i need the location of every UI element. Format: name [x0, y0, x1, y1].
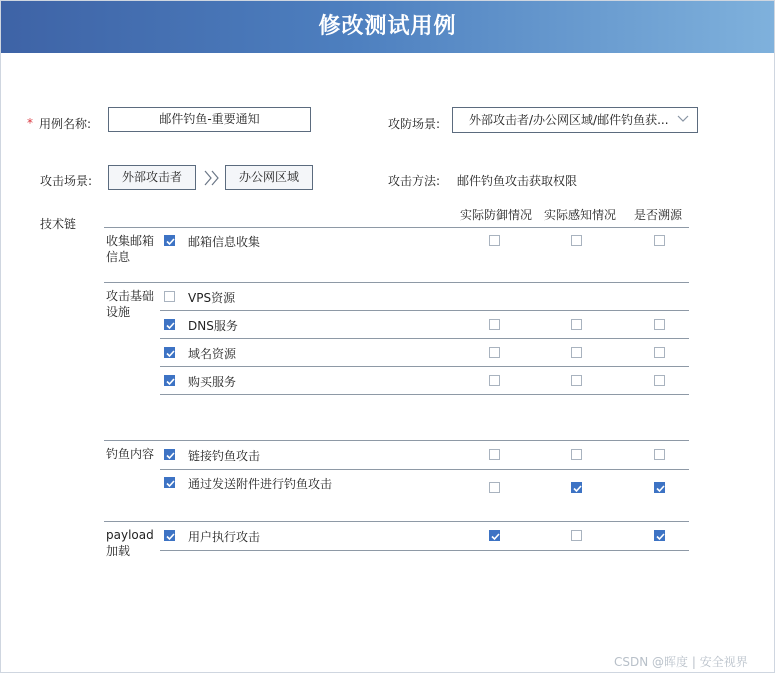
defense-checkbox[interactable] — [489, 449, 500, 460]
detection-checkbox[interactable] — [571, 375, 582, 386]
item-label: 链接钓鱼攻击 — [188, 449, 261, 463]
item-label: DNS服务 — [188, 319, 238, 333]
group-label-phishing-content: 钓鱼内容 — [106, 447, 155, 461]
separator — [160, 550, 689, 551]
defense-checkbox[interactable] — [489, 347, 500, 358]
chevron-down-icon — [677, 115, 689, 123]
detection-checkbox[interactable] — [571, 235, 582, 246]
item-checkbox[interactable] — [164, 477, 175, 488]
col-head-detection: 实际感知情况 — [544, 208, 617, 222]
attack-scene-to-chip[interactable]: 办公网区域 — [225, 165, 313, 190]
item-label: 邮箱信息收集 — [188, 235, 261, 249]
double-chevron-right-icon — [203, 170, 221, 186]
item-label: VPS资源 — [188, 291, 236, 305]
separator — [160, 394, 689, 395]
required-mark: * — [27, 116, 33, 130]
defense-checkbox[interactable] — [489, 319, 500, 330]
attack-scene-from-chip[interactable]: 外部攻击者 — [108, 165, 196, 190]
trace-checkbox[interactable] — [654, 375, 665, 386]
item-checkbox[interactable] — [164, 235, 175, 246]
attack-method-value: 邮件钓鱼攻击获取权限 — [457, 174, 578, 188]
item-label: 通过发送附件进行钓鱼攻击 — [188, 477, 333, 491]
case-name-input[interactable]: 邮件钓鱼-重要通知 — [108, 107, 311, 132]
separator — [104, 521, 689, 522]
detection-checkbox[interactable] — [571, 530, 582, 541]
trace-checkbox[interactable] — [654, 530, 665, 541]
attack-scene-label: 攻击场景: — [40, 174, 93, 188]
separator — [104, 227, 689, 228]
defense-checkbox[interactable] — [489, 482, 500, 493]
item-checkbox[interactable] — [164, 449, 175, 460]
group-label-collect-email: 收集邮箱信息 — [106, 234, 155, 264]
dialog-title: 修改测试用例 — [318, 14, 457, 39]
item-label: 用户执行攻击 — [188, 530, 261, 544]
detection-checkbox[interactable] — [571, 482, 582, 493]
separator — [160, 366, 689, 367]
trace-checkbox[interactable] — [654, 347, 665, 358]
detection-checkbox[interactable] — [571, 449, 582, 460]
item-checkbox[interactable] — [164, 319, 175, 330]
separator — [104, 440, 689, 441]
separator — [160, 469, 689, 470]
scene-select-value: 外部攻击者/办公网区域/邮件钓鱼获... — [469, 113, 669, 127]
item-label: 域名资源 — [188, 347, 237, 361]
item-checkbox[interactable] — [164, 530, 175, 541]
defense-checkbox[interactable] — [489, 530, 500, 541]
separator — [104, 282, 689, 283]
case-name-label: 用例名称: — [39, 117, 92, 131]
item-label: 购买服务 — [188, 375, 237, 389]
item-checkbox[interactable] — [164, 291, 175, 302]
col-head-trace: 是否溯源 — [634, 208, 683, 222]
col-head-defense: 实际防御情况 — [460, 208, 533, 222]
group-label-payload: payload加载 — [106, 528, 154, 558]
defense-checkbox[interactable] — [489, 235, 500, 246]
trace-checkbox[interactable] — [654, 319, 665, 330]
scene-label: 攻防场景: — [388, 117, 441, 131]
attack-method-label: 攻击方法: — [388, 174, 441, 188]
separator — [160, 310, 689, 311]
item-checkbox[interactable] — [164, 347, 175, 358]
group-label-infrastructure: 攻击基础设施 — [106, 289, 155, 319]
dialog-header — [1, 1, 774, 53]
scene-select[interactable] — [452, 107, 698, 133]
tech-chain-label: 技术链 — [40, 217, 77, 231]
item-checkbox[interactable] — [164, 375, 175, 386]
trace-checkbox[interactable] — [654, 482, 665, 493]
detection-checkbox[interactable] — [571, 319, 582, 330]
defense-checkbox[interactable] — [489, 375, 500, 386]
watermark-text: CSDN @晖度 | 安全视界 — [614, 655, 748, 669]
separator — [160, 338, 689, 339]
detection-checkbox[interactable] — [571, 347, 582, 358]
trace-checkbox[interactable] — [654, 449, 665, 460]
trace-checkbox[interactable] — [654, 235, 665, 246]
